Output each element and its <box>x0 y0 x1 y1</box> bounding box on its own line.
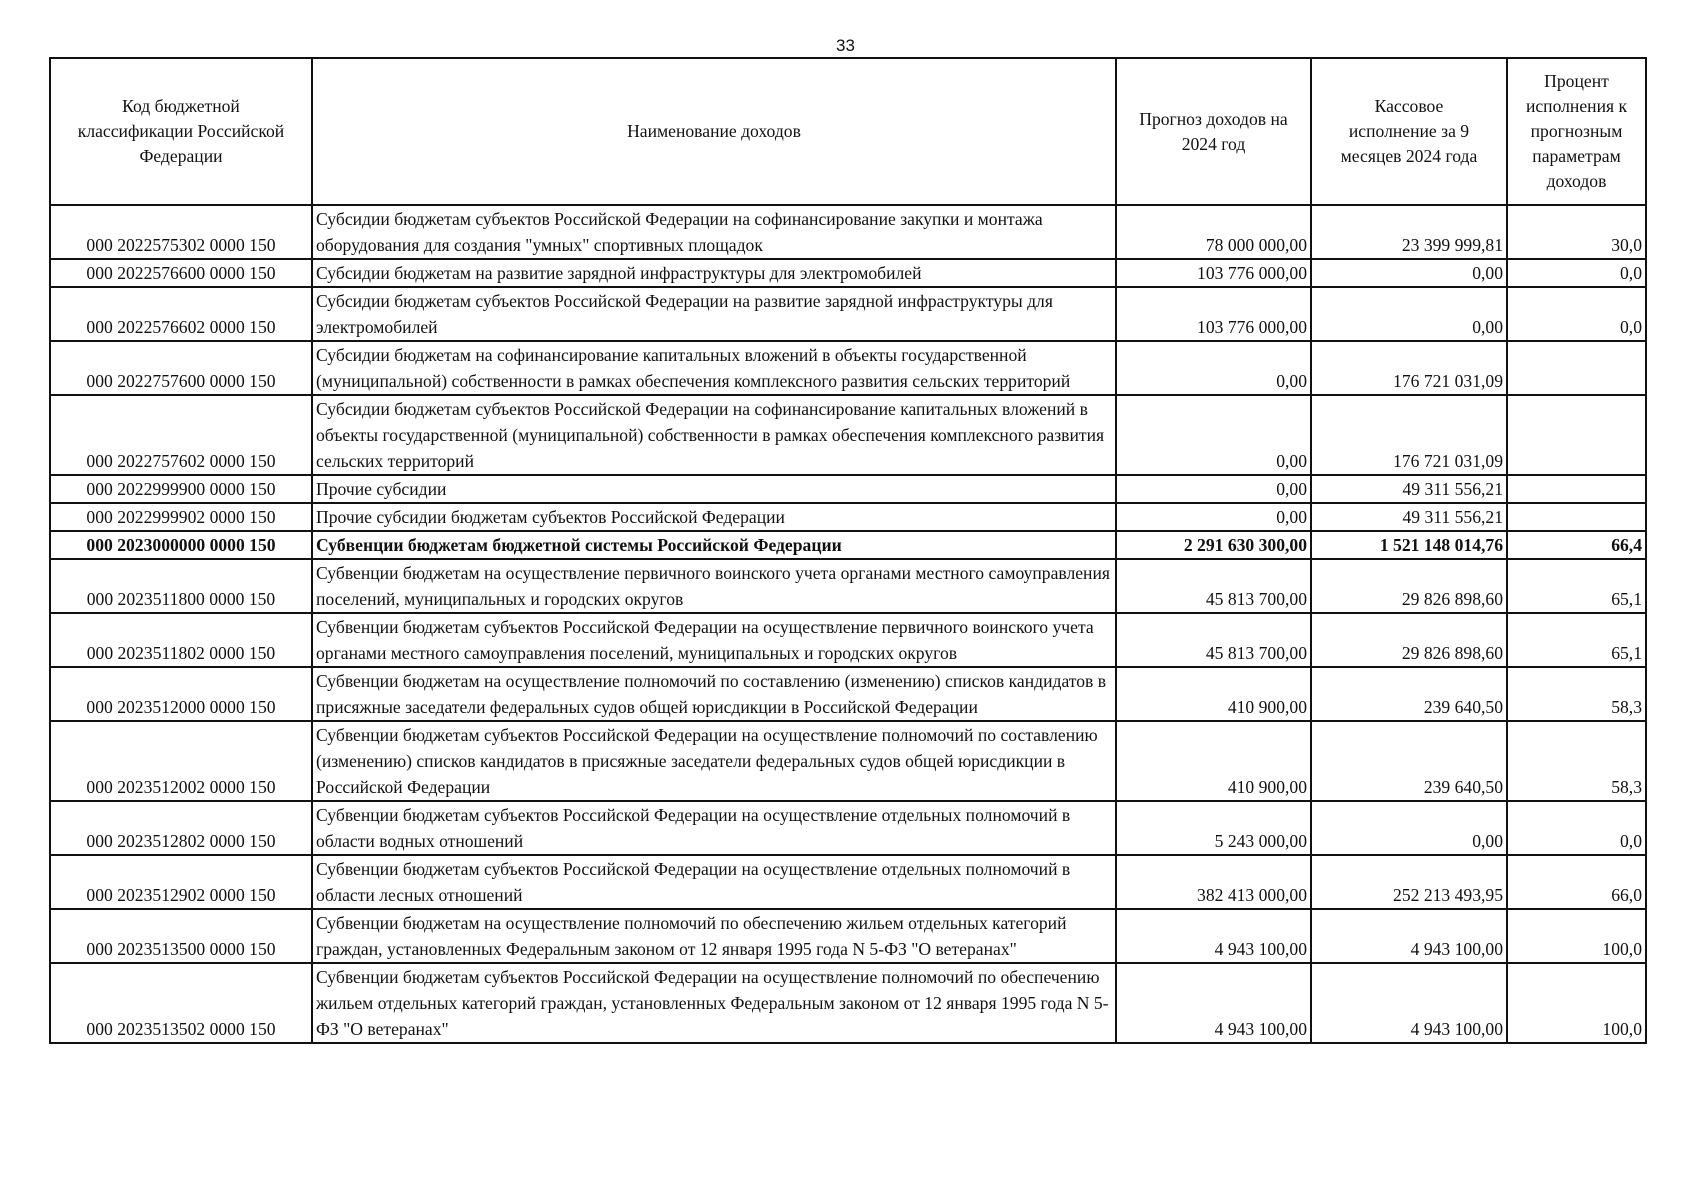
cell-forecast: 0,00 <box>1116 475 1311 503</box>
cell-code: 000 2023511802 0000 150 <box>50 613 312 667</box>
header-code: Код бюджетной классификации Российской Федерации <box>50 58 312 205</box>
cell-percent: 0,0 <box>1507 801 1646 855</box>
cell-code: 000 2023513500 0000 150 <box>50 909 312 963</box>
cell-code: 000 2022999900 0000 150 <box>50 475 312 503</box>
cell-percent <box>1507 395 1646 475</box>
cell-name: Субсидии бюджетам субъектов Российской Федерации на развитие зарядной инфраструктуры для электромобилей <box>312 287 1116 341</box>
header-execution: Кассовое исполнение за 9 месяцев 2024 года <box>1311 58 1507 205</box>
cell-percent: 0,0 <box>1507 287 1646 341</box>
table-header-row <box>50 58 1646 205</box>
cell-percent: 0,0 <box>1507 259 1646 287</box>
cell-forecast: 45 813 700,00 <box>1116 613 1311 667</box>
table-row <box>50 287 1646 341</box>
cell-execution: 0,00 <box>1311 259 1507 287</box>
cell-percent: 65,1 <box>1507 613 1646 667</box>
cell-name: Субсидии бюджетам на софинансирование капитальных вложений в объекты государственной (муниципальной) собственности в рамках обеспечения комплексного развития сельских территорий <box>312 341 1116 395</box>
cell-percent <box>1507 341 1646 395</box>
cell-name: Субвенции бюджетам субъектов Российской Федерации на осуществление отдельных полномочий в области лесных отношений <box>312 855 1116 909</box>
cell-execution: 29 826 898,60 <box>1311 613 1507 667</box>
cell-percent <box>1507 475 1646 503</box>
cell-forecast: 5 243 000,00 <box>1116 801 1311 855</box>
cell-execution: 252 213 493,95 <box>1311 855 1507 909</box>
header-name: Наименование доходов <box>312 58 1116 205</box>
table-body <box>50 205 1646 1043</box>
table-row <box>50 801 1646 855</box>
table-row <box>50 395 1646 475</box>
table-row <box>50 531 1646 559</box>
cell-code: 000 2023512802 0000 150 <box>50 801 312 855</box>
cell-code: 000 2022576600 0000 150 <box>50 259 312 287</box>
cell-forecast: 0,00 <box>1116 395 1311 475</box>
cell-name: Прочие субсидии <box>312 475 1116 503</box>
cell-forecast: 103 776 000,00 <box>1116 287 1311 341</box>
table-row <box>50 503 1646 531</box>
cell-execution: 23 399 999,81 <box>1311 205 1507 259</box>
cell-code: 000 2022576602 0000 150 <box>50 287 312 341</box>
cell-percent: 100,0 <box>1507 909 1646 963</box>
cell-execution: 176 721 031,09 <box>1311 341 1507 395</box>
cell-code: 000 2022999902 0000 150 <box>50 503 312 531</box>
cell-code: 000 2022757602 0000 150 <box>50 395 312 475</box>
cell-execution: 176 721 031,09 <box>1311 395 1507 475</box>
cell-name: Субсидии бюджетам субъектов Российской Федерации на софинансирование закупки и монтажа оборудования для создания "умных" спортивных площадок <box>312 205 1116 259</box>
header-percent: Процент исполнения к прогнозным параметрам доходов <box>1507 58 1646 205</box>
cell-name: Субвенции бюджетам бюджетной системы Российской Федерации <box>312 531 1116 559</box>
table-row <box>50 613 1646 667</box>
cell-name: Субвенции бюджетам субъектов Российской Федерации на осуществление первичного воинского учета органами местного самоуправления поселений, муниципальных и городских округов <box>312 613 1116 667</box>
cell-name: Субсидии бюджетам субъектов Российской Федерации на софинансирование капитальных вложений в объекты государственной (муниципальной) собственности в рамках обеспечения комплексного развития сельских территорий <box>312 395 1116 475</box>
table-row <box>50 667 1646 721</box>
cell-execution: 29 826 898,60 <box>1311 559 1507 613</box>
cell-name: Субвенции бюджетам субъектов Российской Федерации на осуществление полномочий по составлению (изменению) списков кандидатов в присяжные заседатели федеральных судов общей юрисдикции в Российской Федерации <box>312 721 1116 801</box>
cell-forecast: 4 943 100,00 <box>1116 909 1311 963</box>
header-forecast: Прогноз доходов на 2024 год <box>1116 58 1311 205</box>
table-row <box>50 909 1646 963</box>
cell-name: Субсидии бюджетам на развитие зарядной инфраструктуры для электромобилей <box>312 259 1116 287</box>
table-row <box>50 259 1646 287</box>
table-row <box>50 341 1646 395</box>
cell-code: 000 2022757600 0000 150 <box>50 341 312 395</box>
table-row <box>50 963 1646 1043</box>
cell-percent: 65,1 <box>1507 559 1646 613</box>
cell-forecast: 45 813 700,00 <box>1116 559 1311 613</box>
cell-execution: 49 311 556,21 <box>1311 503 1507 531</box>
cell-code: 000 2023512002 0000 150 <box>50 721 312 801</box>
cell-code: 000 2023513502 0000 150 <box>50 963 312 1043</box>
cell-percent: 58,3 <box>1507 667 1646 721</box>
cell-percent: 58,3 <box>1507 721 1646 801</box>
page-number: 33 <box>836 36 855 55</box>
cell-forecast: 103 776 000,00 <box>1116 259 1311 287</box>
cell-execution: 0,00 <box>1311 801 1507 855</box>
cell-percent: 66,4 <box>1507 531 1646 559</box>
cell-execution: 239 640,50 <box>1311 721 1507 801</box>
cell-code: 000 2023000000 0000 150 <box>50 531 312 559</box>
cell-name: Субвенции бюджетам субъектов Российской Федерации на осуществление отдельных полномочий в области водных отношений <box>312 801 1116 855</box>
cell-name: Субвенции бюджетам на осуществление полномочий по обеспечению жильем отдельных категорий граждан, установленных Федеральным законом от 12 января 1995 года N 5-ФЗ "О ветеранах" <box>312 909 1116 963</box>
table-row <box>50 205 1646 259</box>
cell-execution: 4 943 100,00 <box>1311 963 1507 1043</box>
cell-execution: 1 521 148 014,76 <box>1311 531 1507 559</box>
cell-execution: 0,00 <box>1311 287 1507 341</box>
table-row <box>50 721 1646 801</box>
cell-code: 000 2022575302 0000 150 <box>50 205 312 259</box>
cell-forecast: 382 413 000,00 <box>1116 855 1311 909</box>
cell-code: 000 2023512902 0000 150 <box>50 855 312 909</box>
cell-code: 000 2023512000 0000 150 <box>50 667 312 721</box>
cell-percent <box>1507 503 1646 531</box>
cell-percent: 30,0 <box>1507 205 1646 259</box>
cell-percent: 100,0 <box>1507 963 1646 1043</box>
cell-name: Субвенции бюджетам на осуществление первичного воинского учета органами местного самоуправления поселений, муниципальных и городских округов <box>312 559 1116 613</box>
cell-name: Субвенции бюджетам на осуществление полномочий по составлению (изменению) списков кандидатов в присяжные заседатели федеральных судов общей юрисдикции в Российской Федерации <box>312 667 1116 721</box>
cell-execution: 49 311 556,21 <box>1311 475 1507 503</box>
table-row <box>50 559 1646 613</box>
cell-forecast: 0,00 <box>1116 341 1311 395</box>
cell-execution: 4 943 100,00 <box>1311 909 1507 963</box>
revenue-table <box>49 57 1647 1044</box>
cell-percent: 66,0 <box>1507 855 1646 909</box>
cell-code: 000 2023511800 0000 150 <box>50 559 312 613</box>
cell-forecast: 2 291 630 300,00 <box>1116 531 1311 559</box>
cell-name: Прочие субсидии бюджетам субъектов Российской Федерации <box>312 503 1116 531</box>
cell-execution: 239 640,50 <box>1311 667 1507 721</box>
table-row <box>50 855 1646 909</box>
cell-forecast: 4 943 100,00 <box>1116 963 1311 1043</box>
cell-forecast: 410 900,00 <box>1116 667 1311 721</box>
table-row <box>50 475 1646 503</box>
cell-forecast: 0,00 <box>1116 503 1311 531</box>
cell-name: Субвенции бюджетам субъектов Российской Федерации на осуществление полномочий по обеспечению жильем отдельных категорий граждан, установленных Федеральным законом от 12 января 1995 года N 5-ФЗ "О ветеранах" <box>312 963 1116 1043</box>
cell-forecast: 78 000 000,00 <box>1116 205 1311 259</box>
cell-forecast: 410 900,00 <box>1116 721 1311 801</box>
